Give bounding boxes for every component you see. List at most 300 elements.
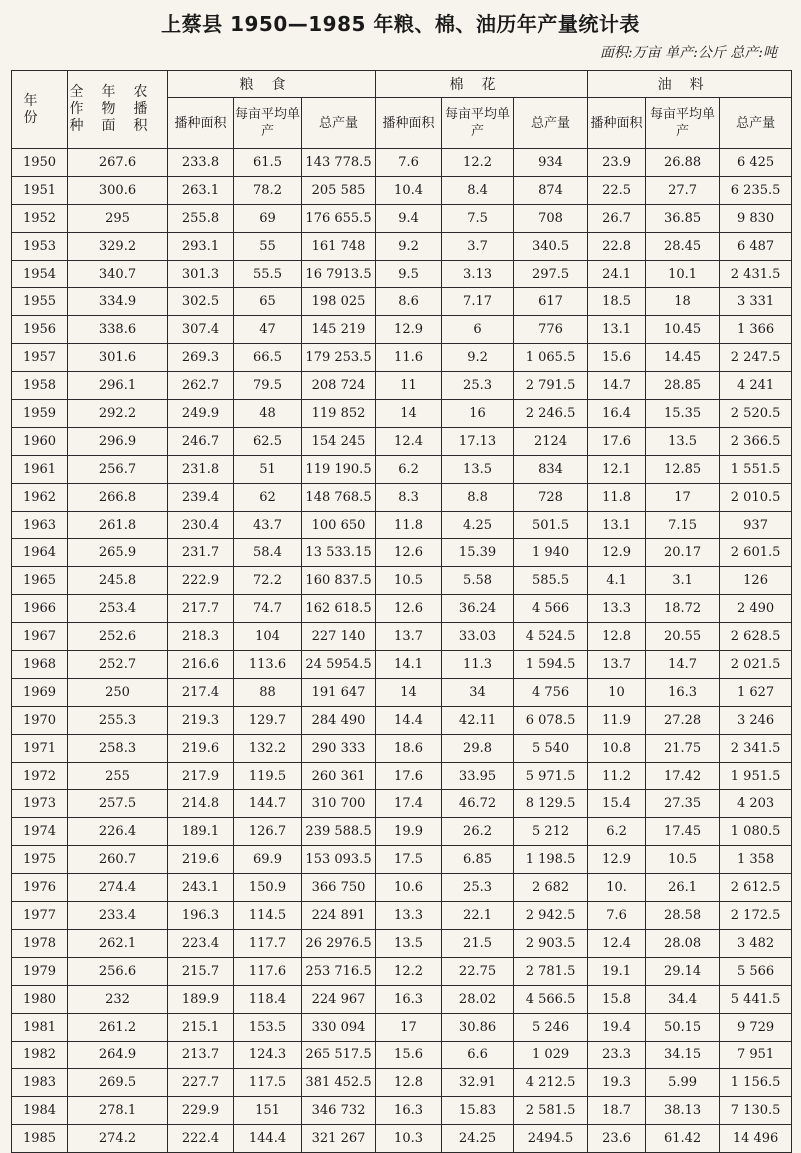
cell-year: 1957 [12, 344, 68, 372]
cell-cotton-sown-area: 16.3 [376, 985, 442, 1013]
cell-cotton-total: 834 [514, 455, 588, 483]
cell-grain-yield: 151 [234, 1097, 302, 1125]
cell-total-area: 253.4 [68, 595, 168, 623]
cell-grain-total: 13 533.15 [302, 539, 376, 567]
cell-cotton-total: 2 682 [514, 874, 588, 902]
cell-oil-sown-area: 4.1 [588, 567, 646, 595]
cell-year: 1966 [12, 595, 68, 623]
cell-oil-total: 2 247.5 [720, 344, 792, 372]
cell-cotton-total: 2 246.5 [514, 400, 588, 428]
table-row [12, 902, 792, 930]
cell-grain-yield: 69 [234, 204, 302, 232]
cell-cotton-sown-area: 14 [376, 400, 442, 428]
cell-oil-sown-area: 11.2 [588, 762, 646, 790]
cell-total-area: 252.7 [68, 651, 168, 679]
cell-total-area: 257.5 [68, 790, 168, 818]
cell-cotton-total: 4 566 [514, 595, 588, 623]
cell-oil-total: 3 482 [720, 929, 792, 957]
cell-oil-sown-area: 7.6 [588, 902, 646, 930]
cell-oil-sown-area: 14.7 [588, 372, 646, 400]
cell-cotton-total: 2494.5 [514, 1125, 588, 1153]
cell-year: 1980 [12, 985, 68, 1013]
cell-grain-total: 145 219 [302, 316, 376, 344]
cell-grain-sown-area: 293.1 [168, 232, 234, 260]
header-oil-sown-area: 播种面积 [588, 98, 646, 149]
cell-grain-yield: 74.7 [234, 595, 302, 623]
cell-cotton-yield: 22.75 [442, 957, 514, 985]
cell-oil-total: 9 729 [720, 1013, 792, 1041]
cell-oil-total: 2 172.5 [720, 902, 792, 930]
cell-grain-total: 208 724 [302, 372, 376, 400]
table-row [12, 372, 792, 400]
cell-cotton-total: 2 581.5 [514, 1097, 588, 1125]
cell-oil-total: 6 235.5 [720, 176, 792, 204]
cell-oil-total: 7 951 [720, 1041, 792, 1069]
cell-cotton-sown-area: 11.8 [376, 511, 442, 539]
cell-oil-sown-area: 11.9 [588, 706, 646, 734]
cell-cotton-sown-area: 13.7 [376, 623, 442, 651]
cell-oil-yield: 17.42 [646, 762, 720, 790]
cell-cotton-yield: 36.24 [442, 595, 514, 623]
table-row [12, 957, 792, 985]
table-row [12, 623, 792, 651]
cell-oil-total: 1 156.5 [720, 1069, 792, 1097]
cell-cotton-yield: 22.1 [442, 902, 514, 930]
cell-cotton-sown-area: 8.3 [376, 483, 442, 511]
cell-total-area: 256.7 [68, 455, 168, 483]
cell-cotton-yield: 6.85 [442, 846, 514, 874]
cell-oil-yield: 36.85 [646, 204, 720, 232]
cell-oil-sown-area: 12.8 [588, 623, 646, 651]
cell-cotton-total: 5 540 [514, 734, 588, 762]
cell-oil-sown-area: 13.1 [588, 511, 646, 539]
cell-total-area: 300.6 [68, 176, 168, 204]
cell-cotton-sown-area: 16.3 [376, 1097, 442, 1125]
cell-cotton-total: 934 [514, 149, 588, 177]
cell-grain-yield: 119.5 [234, 762, 302, 790]
cell-grain-total: 179 253.5 [302, 344, 376, 372]
cell-oil-yield: 10.45 [646, 316, 720, 344]
cell-cotton-total: 1 029 [514, 1041, 588, 1069]
table-row [12, 149, 792, 177]
cell-year: 1964 [12, 539, 68, 567]
cell-grain-sown-area: 215.1 [168, 1013, 234, 1041]
cell-year: 1961 [12, 455, 68, 483]
table-row [12, 344, 792, 372]
table-row [12, 400, 792, 428]
cell-oil-total: 4 203 [720, 790, 792, 818]
cell-grain-yield: 62.5 [234, 427, 302, 455]
table-row [12, 511, 792, 539]
cell-oil-total: 3 331 [720, 288, 792, 316]
cell-total-area: 338.6 [68, 316, 168, 344]
cell-cotton-total: 4 524.5 [514, 623, 588, 651]
cell-year: 1955 [12, 288, 68, 316]
cell-year: 1977 [12, 902, 68, 930]
cell-oil-yield: 38.13 [646, 1097, 720, 1125]
cell-oil-sown-area: 15.4 [588, 790, 646, 818]
cell-oil-total: 1 951.5 [720, 762, 792, 790]
cell-oil-total: 6 487 [720, 232, 792, 260]
cell-cotton-sown-area: 13.3 [376, 902, 442, 930]
document-title: 上蔡县 1950—1985 年粮、棉、油历年产量统计表 [161, 12, 640, 36]
cell-year: 1976 [12, 874, 68, 902]
cell-grain-total: 191 647 [302, 678, 376, 706]
cell-grain-sown-area: 227.7 [168, 1069, 234, 1097]
cell-grain-yield: 55.5 [234, 260, 302, 288]
cell-cotton-sown-area: 18.6 [376, 734, 442, 762]
cell-oil-yield: 26.88 [646, 149, 720, 177]
cell-grain-sown-area: 189.9 [168, 985, 234, 1013]
cell-oil-sown-area: 6.2 [588, 818, 646, 846]
table-row [12, 483, 792, 511]
cell-total-area: 256.6 [68, 957, 168, 985]
cell-oil-sown-area: 22.8 [588, 232, 646, 260]
cell-year: 1968 [12, 651, 68, 679]
cell-grain-yield: 117.7 [234, 929, 302, 957]
cell-cotton-sown-area: 17.6 [376, 762, 442, 790]
cell-grain-yield: 43.7 [234, 511, 302, 539]
cell-year: 1979 [12, 957, 68, 985]
cell-cotton-sown-area: 12.8 [376, 1069, 442, 1097]
cell-cotton-total: 297.5 [514, 260, 588, 288]
cell-oil-yield: 34.15 [646, 1041, 720, 1069]
cell-year: 1984 [12, 1097, 68, 1125]
cell-cotton-yield: 3.13 [442, 260, 514, 288]
cell-oil-yield: 28.08 [646, 929, 720, 957]
cell-cotton-total: 2 781.5 [514, 957, 588, 985]
cell-grain-total: 284 490 [302, 706, 376, 734]
table-row [12, 706, 792, 734]
cell-cotton-sown-area: 10.5 [376, 567, 442, 595]
cell-total-area: 261.8 [68, 511, 168, 539]
cell-grain-sown-area: 255.8 [168, 204, 234, 232]
cell-grain-yield: 144.4 [234, 1125, 302, 1153]
cell-oil-total: 4 241 [720, 372, 792, 400]
cell-oil-total: 1 358 [720, 846, 792, 874]
cell-oil-yield: 15.35 [646, 400, 720, 428]
cell-grain-yield: 117.6 [234, 957, 302, 985]
cell-oil-total: 5 566 [720, 957, 792, 985]
cell-cotton-yield: 3.7 [442, 232, 514, 260]
cell-grain-total: 160 837.5 [302, 567, 376, 595]
cell-oil-sown-area: 13.1 [588, 316, 646, 344]
cell-grain-total: 153 093.5 [302, 846, 376, 874]
cell-cotton-sown-area: 17.4 [376, 790, 442, 818]
cell-cotton-sown-area: 10.3 [376, 1125, 442, 1153]
cell-oil-sown-area: 12.4 [588, 929, 646, 957]
cell-oil-total: 2 612.5 [720, 874, 792, 902]
cell-grain-yield: 66.5 [234, 344, 302, 372]
cell-total-area: 252.6 [68, 623, 168, 651]
cell-cotton-total: 776 [514, 316, 588, 344]
cell-oil-yield: 18.72 [646, 595, 720, 623]
cell-total-area: 245.8 [68, 567, 168, 595]
table-row [12, 176, 792, 204]
cell-year: 1983 [12, 1069, 68, 1097]
table-row [12, 929, 792, 957]
cell-grain-yield: 69.9 [234, 846, 302, 874]
cell-grain-total: 119 852 [302, 400, 376, 428]
cell-oil-sown-area: 17.6 [588, 427, 646, 455]
cell-year: 1950 [12, 149, 68, 177]
cell-oil-sown-area: 12.9 [588, 539, 646, 567]
cell-grain-total: 224 891 [302, 902, 376, 930]
cell-grain-sown-area: 217.9 [168, 762, 234, 790]
cell-grain-sown-area: 219.6 [168, 734, 234, 762]
table-row [12, 846, 792, 874]
cell-grain-total: 224 967 [302, 985, 376, 1013]
cell-grain-yield: 47 [234, 316, 302, 344]
table-row [12, 595, 792, 623]
cell-oil-yield: 12.85 [646, 455, 720, 483]
table-body [12, 149, 792, 1153]
cell-grain-yield: 132.2 [234, 734, 302, 762]
cell-oil-yield: 61.42 [646, 1125, 720, 1153]
cell-year: 1967 [12, 623, 68, 651]
cell-cotton-sown-area: 9.2 [376, 232, 442, 260]
cell-oil-total: 2 366.5 [720, 427, 792, 455]
cell-total-area: 258.3 [68, 734, 168, 762]
cell-grain-sown-area: 231.8 [168, 455, 234, 483]
cell-oil-total: 937 [720, 511, 792, 539]
cell-grain-yield: 65 [234, 288, 302, 316]
table-row [12, 1097, 792, 1125]
table-row [12, 818, 792, 846]
cell-year: 1956 [12, 316, 68, 344]
cell-year: 1953 [12, 232, 68, 260]
cell-grain-sown-area: 301.3 [168, 260, 234, 288]
cell-grain-sown-area: 213.7 [168, 1041, 234, 1069]
cell-grain-total: 154 245 [302, 427, 376, 455]
table-row [12, 232, 792, 260]
cell-cotton-yield: 16 [442, 400, 514, 428]
cell-cotton-sown-area: 17.5 [376, 846, 442, 874]
cell-total-area: 261.2 [68, 1013, 168, 1041]
cell-oil-yield: 28.58 [646, 902, 720, 930]
cell-grain-sown-area: 214.8 [168, 790, 234, 818]
cell-grain-yield: 150.9 [234, 874, 302, 902]
header-oil: 油料 [588, 71, 792, 98]
cell-grain-total: 381 452.5 [302, 1069, 376, 1097]
cell-grain-total: 310 700 [302, 790, 376, 818]
cell-cotton-total: 874 [514, 176, 588, 204]
cell-cotton-total: 1 940 [514, 539, 588, 567]
cell-oil-sown-area: 23.3 [588, 1041, 646, 1069]
cell-grain-sown-area: 262.7 [168, 372, 234, 400]
cell-cotton-sown-area: 12.9 [376, 316, 442, 344]
cell-oil-sown-area: 18.5 [588, 288, 646, 316]
cell-cotton-sown-area: 12.4 [376, 427, 442, 455]
cell-cotton-yield: 33.95 [442, 762, 514, 790]
cell-total-area: 301.6 [68, 344, 168, 372]
cell-oil-sown-area: 13.3 [588, 595, 646, 623]
cell-cotton-sown-area: 15.6 [376, 1041, 442, 1069]
cell-cotton-total: 4 212.5 [514, 1069, 588, 1097]
cell-cotton-yield: 13.5 [442, 455, 514, 483]
cell-cotton-total: 617 [514, 288, 588, 316]
cell-total-area: 233.4 [68, 902, 168, 930]
cell-cotton-yield: 33.03 [442, 623, 514, 651]
cell-grain-sown-area: 302.5 [168, 288, 234, 316]
cell-cotton-yield: 15.39 [442, 539, 514, 567]
cell-total-area: 329.2 [68, 232, 168, 260]
cell-cotton-sown-area: 13.5 [376, 929, 442, 957]
cell-grain-sown-area: 230.4 [168, 511, 234, 539]
cell-grain-total: 290 333 [302, 734, 376, 762]
cell-year: 1973 [12, 790, 68, 818]
header-oil-total: 总产量 [720, 98, 792, 149]
cell-oil-yield: 50.15 [646, 1013, 720, 1041]
cell-cotton-yield: 9.2 [442, 344, 514, 372]
cell-year: 1982 [12, 1041, 68, 1069]
header-grain-yield: 每亩平均单产 [234, 98, 302, 149]
cell-oil-total: 2 601.5 [720, 539, 792, 567]
cell-oil-total: 14 496 [720, 1125, 792, 1153]
cell-grain-yield: 51 [234, 455, 302, 483]
cell-cotton-yield: 8.4 [442, 176, 514, 204]
header-cotton: 棉花 [376, 71, 588, 98]
cell-grain-total: 253 716.5 [302, 957, 376, 985]
cell-oil-yield: 16.3 [646, 678, 720, 706]
cell-oil-yield: 14.7 [646, 651, 720, 679]
cell-grain-yield: 118.4 [234, 985, 302, 1013]
cell-cotton-total: 501.5 [514, 511, 588, 539]
cell-grain-sown-area: 231.7 [168, 539, 234, 567]
cell-cotton-yield: 29.8 [442, 734, 514, 762]
cell-total-area: 269.5 [68, 1069, 168, 1097]
cell-cotton-sown-area: 11.6 [376, 344, 442, 372]
table-row [12, 567, 792, 595]
cell-oil-yield: 20.17 [646, 539, 720, 567]
table-row [12, 455, 792, 483]
cell-cotton-total: 2 791.5 [514, 372, 588, 400]
cell-oil-total: 2 628.5 [720, 623, 792, 651]
cell-cotton-yield: 6 [442, 316, 514, 344]
cell-cotton-sown-area: 17 [376, 1013, 442, 1041]
cell-total-area: 260.7 [68, 846, 168, 874]
cell-oil-sown-area: 15.6 [588, 344, 646, 372]
cell-oil-yield: 3.1 [646, 567, 720, 595]
table-row [12, 1125, 792, 1153]
cell-cotton-yield: 26.2 [442, 818, 514, 846]
cell-oil-total: 2 341.5 [720, 734, 792, 762]
cell-cotton-sown-area: 9.5 [376, 260, 442, 288]
cell-oil-sown-area: 10. [588, 874, 646, 902]
cell-total-area: 266.8 [68, 483, 168, 511]
cell-grain-sown-area: 269.3 [168, 344, 234, 372]
cell-oil-yield: 17.45 [646, 818, 720, 846]
cell-cotton-sown-area: 12.6 [376, 595, 442, 623]
cell-oil-sown-area: 19.4 [588, 1013, 646, 1041]
cell-oil-yield: 10.5 [646, 846, 720, 874]
cell-oil-sown-area: 15.8 [588, 985, 646, 1013]
cell-cotton-sown-area: 7.6 [376, 149, 442, 177]
cell-grain-total: 162 618.5 [302, 595, 376, 623]
cell-cotton-total: 5 212 [514, 818, 588, 846]
cell-cotton-total: 2 903.5 [514, 929, 588, 957]
cell-grain-yield: 61.5 [234, 149, 302, 177]
cell-total-area: 274.2 [68, 1125, 168, 1153]
cell-grain-yield: 129.7 [234, 706, 302, 734]
cell-total-area: 340.7 [68, 260, 168, 288]
cell-grain-yield: 114.5 [234, 902, 302, 930]
cell-oil-total: 2 490 [720, 595, 792, 623]
cell-cotton-yield: 24.25 [442, 1125, 514, 1153]
cell-cotton-yield: 42.11 [442, 706, 514, 734]
cell-oil-total: 2 021.5 [720, 651, 792, 679]
cell-grain-sown-area: 217.7 [168, 595, 234, 623]
header-grain: 粮食 [168, 71, 376, 98]
cell-grain-sown-area: 218.3 [168, 623, 234, 651]
cell-oil-total: 1 551.5 [720, 455, 792, 483]
cell-year: 1952 [12, 204, 68, 232]
cell-oil-sown-area: 19.3 [588, 1069, 646, 1097]
cell-grain-yield: 104 [234, 623, 302, 651]
cell-total-area: 255.3 [68, 706, 168, 734]
cell-cotton-total: 2 942.5 [514, 902, 588, 930]
cell-cotton-sown-area: 12.6 [376, 539, 442, 567]
cell-cotton-yield: 15.83 [442, 1097, 514, 1125]
cell-cotton-sown-area: 8.6 [376, 288, 442, 316]
cell-grain-total: 16 7913.5 [302, 260, 376, 288]
cell-grain-yield: 62 [234, 483, 302, 511]
cell-oil-total: 2 431.5 [720, 260, 792, 288]
cell-cotton-yield: 7.17 [442, 288, 514, 316]
cell-grain-total: 24 5954.5 [302, 651, 376, 679]
cell-total-area: 334.9 [68, 288, 168, 316]
cell-year: 1965 [12, 567, 68, 595]
table-row [12, 539, 792, 567]
cell-cotton-total: 585.5 [514, 567, 588, 595]
cell-grain-total: 198 025 [302, 288, 376, 316]
cell-oil-sown-area: 12.1 [588, 455, 646, 483]
header-cotton-sown-area: 播种面积 [376, 98, 442, 149]
cell-year: 1974 [12, 818, 68, 846]
cell-oil-yield: 28.85 [646, 372, 720, 400]
cell-grain-total: 26 2976.5 [302, 929, 376, 957]
cell-oil-total: 6 425 [720, 149, 792, 177]
cell-total-area: 262.1 [68, 929, 168, 957]
cell-grain-total: 143 778.5 [302, 149, 376, 177]
cell-cotton-sown-area: 19.9 [376, 818, 442, 846]
cell-grain-total: 346 732 [302, 1097, 376, 1125]
cell-oil-total: 126 [720, 567, 792, 595]
cell-oil-yield: 27.28 [646, 706, 720, 734]
cell-cotton-yield: 17.13 [442, 427, 514, 455]
cell-total-area: 264.9 [68, 1041, 168, 1069]
cell-grain-yield: 124.3 [234, 1041, 302, 1069]
cell-grain-sown-area: 307.4 [168, 316, 234, 344]
cell-oil-sown-area: 19.1 [588, 957, 646, 985]
cell-cotton-sown-area: 12.2 [376, 957, 442, 985]
cell-grain-sown-area: 215.7 [168, 957, 234, 985]
cell-total-area: 265.9 [68, 539, 168, 567]
cell-year: 1954 [12, 260, 68, 288]
cell-cotton-sown-area: 10.4 [376, 176, 442, 204]
cell-cotton-total: 708 [514, 204, 588, 232]
cell-total-area: 255 [68, 762, 168, 790]
table-row [12, 678, 792, 706]
cell-grain-yield: 79.5 [234, 372, 302, 400]
cell-grain-sown-area: 222.4 [168, 1125, 234, 1153]
cell-year: 1981 [12, 1013, 68, 1041]
cell-grain-sown-area: 217.4 [168, 678, 234, 706]
cell-cotton-total: 4 756 [514, 678, 588, 706]
header-grain-total: 总产量 [302, 98, 376, 149]
cell-grain-sown-area: 246.7 [168, 427, 234, 455]
cell-grain-sown-area: 219.3 [168, 706, 234, 734]
